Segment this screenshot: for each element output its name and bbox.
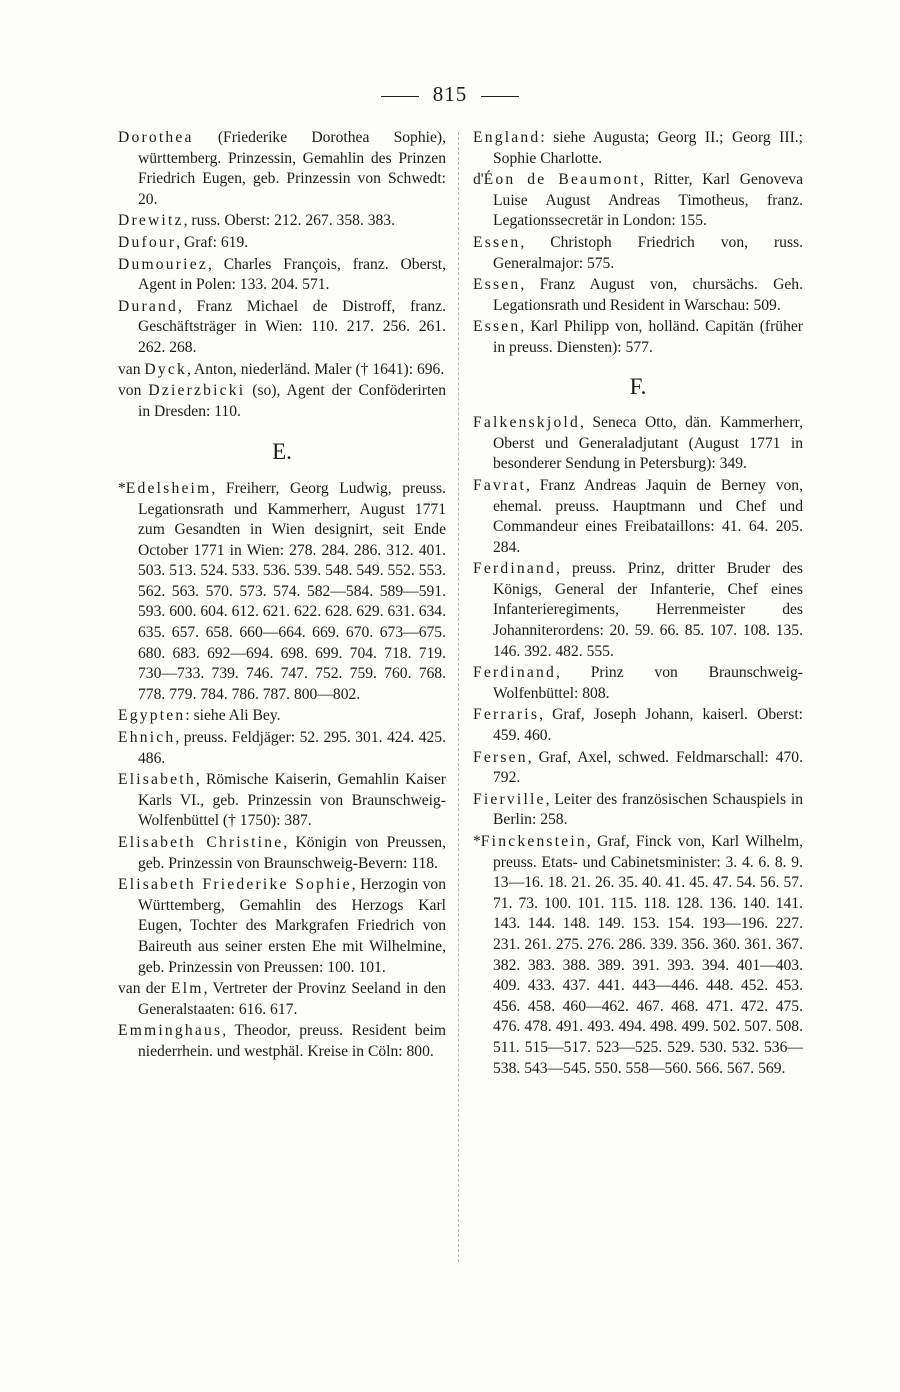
header-rule-right bbox=[481, 96, 519, 97]
entry-text: , Franz August von, chursächs. Geh. Legationsrath und Resident in Warschau: 509. bbox=[493, 276, 803, 314]
entry-text: , Franz Andreas Jaquin de Berney von, ehemal. preuss. Hauptmann und Chef und Commandeur eines Freibataillons: 41. 64. 205. 284. bbox=[493, 476, 803, 556]
index-entry bbox=[118, 128, 446, 210]
section-heading: F. bbox=[629, 373, 647, 399]
entry-text: , Leiter des französischen Schauspiels in Berlin: 258. bbox=[493, 790, 803, 829]
index-entry bbox=[118, 833, 446, 874]
entry-name: Elm bbox=[171, 980, 204, 998]
entry-name: Durand bbox=[118, 297, 178, 315]
entry-name: Finckenstein bbox=[480, 833, 587, 850]
entry-text: , Franz Michael de Distroff, franz. Geschäftsträger in Wien: 110. 217. 256. 261. 262. 268. bbox=[138, 297, 446, 356]
index-entry bbox=[473, 832, 803, 1079]
entry-text: (Friederike Dorothea Sophie), württemberg. Prinzessin, Gemahlin des Prinzen Friedrich Eugen, geb. Prinzessin von Schwedt: 20. bbox=[138, 129, 446, 208]
entry-text: : siehe Augusta; Georg II.; Georg III.; Sophie Charlotte. bbox=[493, 129, 803, 167]
entry-prefix: van bbox=[118, 360, 145, 378]
index-entry bbox=[118, 233, 446, 254]
entry-text: , preuss. Feldjäger: 52. 295. 301. 424. 425. 486. bbox=[138, 729, 446, 767]
entry-text: , Herzogin von Württemberg, Gemahlin des Herzogs Karl Eugen, Tochter des Markgrafen Friedrich von Baireuth aus seiner ersten Ehe mit Wilhelmine, geb. Prinzessin von Preussen: 100. 101. bbox=[138, 876, 447, 976]
entry-name: Fierville bbox=[473, 790, 546, 808]
index-entry bbox=[473, 128, 803, 169]
entry-text: , Vertreter der Provinz Seeland in den Generalstaaten: 616. 617. bbox=[138, 980, 446, 1018]
entry-text: , Graf, Joseph Johann, kaiserl. Oberst: 459. 460. bbox=[493, 706, 803, 745]
page-header bbox=[0, 82, 900, 107]
entry-text: , Theodor, preuss. Resident beim niederrhein. und westphäl. Kreise in Cöln: 800. bbox=[138, 1022, 446, 1060]
entry-text: , Charles François, franz. Oberst, Agent in Polen: 133. 204. 571. bbox=[138, 255, 446, 294]
entry-name: Essen bbox=[473, 233, 521, 251]
entry-name: Egypten bbox=[118, 707, 186, 725]
index-entry bbox=[473, 233, 803, 274]
entry-name: Favrat bbox=[473, 476, 527, 494]
entry-prefix: van der bbox=[118, 980, 172, 998]
entry-name: Dzierzbicki bbox=[148, 382, 246, 400]
entry-name: Essen bbox=[473, 276, 521, 294]
entry-name: Dyck bbox=[144, 360, 187, 378]
entry-text: , Karl Philipp von, holländ. Capitän (früher in preuss. Diensten): 577. bbox=[493, 318, 803, 356]
entry-text: , Prinz von Braunschweig-Wolfenbüttel: 808. bbox=[493, 664, 803, 702]
index-entry bbox=[118, 706, 446, 727]
index-entry bbox=[118, 211, 446, 232]
index-entry bbox=[118, 770, 446, 832]
entry-text: , Christoph Friedrich von, russ. Generalmajor: 575. bbox=[493, 233, 803, 272]
entry-prefix: * bbox=[118, 479, 126, 497]
entry-prefix: von bbox=[118, 382, 149, 400]
entry-text: , Graf, Axel, schwed. Feldmarschall: 470. 792. bbox=[493, 748, 803, 787]
entry-name: Éon de Beaumont bbox=[483, 171, 641, 189]
entry-name: Fersen bbox=[473, 748, 528, 766]
entry-name: Ferdinand bbox=[473, 664, 557, 682]
entry-text: : siehe Ali Bey. bbox=[185, 707, 281, 725]
entry-text: , Römische Kaiserin, Gemahlin Kaiser Karls VI., geb. Prinzessin von Braunschweig-Wolfenbüttel († 1750): 387. bbox=[138, 771, 446, 830]
entry-text: , Graf: 619. bbox=[176, 233, 249, 251]
left-column bbox=[118, 128, 446, 1064]
entry-name: Essen bbox=[473, 318, 521, 336]
index-entry bbox=[118, 875, 446, 978]
index-entry bbox=[118, 297, 446, 359]
index-entry bbox=[473, 705, 803, 746]
entry-name: Dufour bbox=[118, 233, 177, 251]
index-entry bbox=[118, 255, 446, 296]
page-number: 815 bbox=[432, 82, 468, 106]
entry-prefix: * bbox=[473, 833, 481, 850]
index-entry bbox=[473, 275, 803, 316]
index-entry bbox=[473, 748, 803, 789]
entry-text: , russ. Oberst: 212. 267. 358. 383. bbox=[183, 212, 396, 230]
header-rule-left bbox=[381, 96, 419, 97]
index-entry bbox=[473, 559, 803, 662]
entry-text: , Seneca Otto, dän. Kammerherr, Oberst und Generaladjutant (August 1771 in besonderer Sendung in Petersburg): 349. bbox=[493, 414, 803, 473]
entry-text: , Ritter, Karl Genoveva Luise August Andreas Timotheus, franz. Legationssecretär in London: 155. bbox=[493, 171, 803, 230]
entry-name: England bbox=[473, 129, 541, 146]
entry-text: , Königin von Preussen, geb. Prinzessin von Braunschweig-Bevern: 118. bbox=[138, 834, 447, 872]
entry-name: Ehnich bbox=[118, 729, 176, 747]
entry-name: Elisabeth bbox=[118, 771, 196, 789]
entry-text: , Anton, niederländ. Maler († 1641): 696. bbox=[187, 360, 445, 378]
index-entry bbox=[118, 728, 446, 769]
entry-name: Edelsheim bbox=[125, 479, 212, 497]
index-entry bbox=[473, 663, 803, 704]
index-entry bbox=[473, 476, 803, 558]
entry-name: Dorothea bbox=[118, 129, 194, 146]
index-entry bbox=[473, 317, 803, 358]
entry-text: , Graf, Finck von, Karl Wilhelm, preuss. Etats- und Cabinetsminister: 3. 4. 6. 8. 9. 13—16. 18. 21. 26. 35. 40. 41. 45. 47. 54. 56. 57. 71. 73. 100. 101. 115. 118. 128. 136. 140. 141. 143. 144. 148. 149. 153. 154. 193—196. 227. 231. 261. 275. 276. 286. 339. 356. 360. 361. 367. 382. 383. 388. 389. 391. 393. 394. 401—403. 409. 433. 437. 441. 443—446. 448. 452. 453. 456. 458. 460—462. 467. 468. 471. 472. 475. 476. 478. 491. 493. 494. 498. 499. 502. 507. 508. 511. 515—517. 523—525. 529. 530. 532. 536—538. 543—545. 550. 558—560. 566. 567. 569. bbox=[493, 833, 803, 1077]
entry-prefix: d' bbox=[473, 171, 484, 189]
index-entry bbox=[473, 790, 803, 831]
entry-name: Dumouriez bbox=[118, 255, 208, 273]
entry-name: Falkenskjold bbox=[473, 414, 580, 432]
entry-name: Emminghaus bbox=[118, 1022, 223, 1040]
entry-text: , preuss. Prinz, dritter Bruder des Königs, General der Infanterie, Chef eines Infanterieregiments, Herrenmeister des Johanniterordens: 20. 59. 66. 85. 107. 108. 135. 146. 392. 482. 555. bbox=[493, 560, 803, 660]
index-entry bbox=[118, 381, 446, 422]
entry-name: Drewitz bbox=[118, 212, 184, 230]
entry-text: , Freiherr, Georg Ludwig, preuss. Legationsrath und Kammerherr, August 1771 zum Gesandten in Wien designirt, seit Ende October 1771 in Wien: 278. 284. 286. 312. 401. 503. 513. 524. 533. 536. 539. 548. 549. 552. 553. 562. 563. 570. 573. 574. 582—584. 589—591. 593. 600. 604. 612. 621. 622. 628. 629. 631. 634. 635. 657. 658. 660—664. 669. 670. 673—675. 680. 683. 692—694. 698. 699. 704. 718. 719. 730—733. 739. 746. 747. 752. 759. 760. 768. 778. 779. 784. 786. 787. 800—802. bbox=[138, 479, 446, 703]
index-entry bbox=[473, 170, 803, 232]
right-column bbox=[473, 128, 803, 1080]
column-divider bbox=[458, 132, 459, 1262]
index-entry bbox=[118, 979, 446, 1020]
entry-name: Elisabeth Friederike Sophie bbox=[118, 876, 352, 894]
entry-name: Ferraris bbox=[473, 706, 540, 724]
index-entry bbox=[118, 479, 446, 706]
index-entry bbox=[118, 360, 446, 381]
entry-name: Elisabeth Christine bbox=[118, 834, 284, 851]
section-heading: E. bbox=[272, 439, 292, 465]
index-entry bbox=[118, 1021, 446, 1062]
entry-text: (so), Agent der Conföderirten in Dresden: 110. bbox=[138, 382, 446, 420]
index-entry bbox=[473, 413, 803, 475]
entry-name: Ferdinand bbox=[473, 560, 557, 578]
